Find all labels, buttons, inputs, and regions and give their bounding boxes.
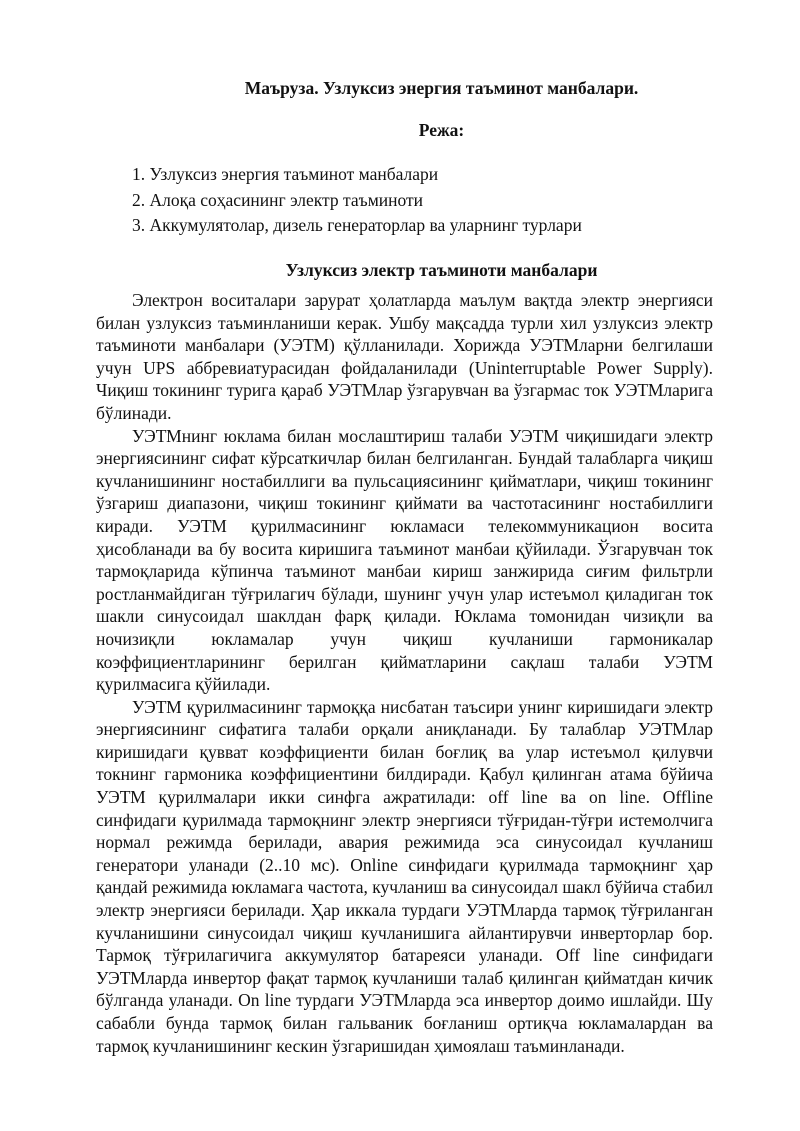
section-heading: Узлуксиз электр таъминоти манбалари — [285, 260, 598, 280]
lecture-title: Маъруза. Узлуксиз энергия таъминот манбалари. — [244, 78, 639, 98]
paragraph-3: УЭТМ қурилмасининг тармоққа нисбатан таъсири унинг киришидаги электр энергиясининг сифатига талаби орқали аниқланади. Бу талаблар УЭТМлар киришидаги қувват коэффициенти билан боғлиқ ва улар истеъмол қилувчи токнинг гармоника коэффициентини билдиради. Қабул қилинган атама бўйича УЭТМ қурилмалари икки синфга ажратилади: off line ва on line. Offline синфидаги қурилмада тармоқнинг электр энергияси тўғридан-тўғри истемолчига нормал режимда берилади, авария режимида эса синусоидал кучланиш генератори уланади (2..10 мс). Online синфидаги қурилмада тармоқнинг ҳар қандай режимида юкламага частота, кучланиш ва синусоидал шакл бўйича стабил электр энергияси берилади. Ҳар иккала турдаги УЭТМларда тармоқ тўғриланган кучланишини синусоидал чиқиш кучланишига айлантирувчи инверторлар бор. Тармоқ тўғрилагичига аккумулятор батареяси уланади. Off line синфидаги УЭТМларда инвертор фақат тармоқ кучланиши талаб қилинган қийматдан кичик бўлганда уланади. On line турдаги УЭТМларда эса инвертор доимо ишлайди. Шу сабабли бунда тармоқ билан гальваник боғланиш ортиқча юкламалардан ва тармоқ кучланишининг кескин ўзгаришидан ҳимоялаш таъминланади. — [96, 696, 713, 1056]
section-body — [96, 289, 713, 1057]
plan-item-1: 1. Узлуксиз энергия таъминот манбалари — [132, 164, 439, 184]
paragraph-1: Электрон воситалари зарурат ҳолатларда маълум вақтда электр энергияси билан узлуксиз таъминланиши керак. Ушбу мақсадда турли хил узлуксиз электр таъминоти манбалари (УЭТМ) қўлланилади. Хорижда УЭТМларни белгилаши учун UPS аббревиатурасидан фойдаланилади (Uninterruptable Power Supply). Чиқиш токининг турига қараб УЭТМлар ўзгарувчан ва ўзгармас ток УЭТМларига бўлинади. — [96, 290, 713, 423]
plan-heading: Режа: — [418, 120, 465, 140]
plan-list — [132, 162, 582, 239]
plan-item-2: 2. Алоқа соҳасининг электр таъминоти — [132, 189, 424, 210]
paragraph-2: УЭТМнинг юклама билан мослаштириш талаби УЭТМ чиқишидаги электр энергиясининг сифат кўрсаткичлар билан белгиланган. Бундай талабларга чиқиш кучланишининг ностабиллиги ва пульсациясининг қийматлари, чиқиш токининг ўзгариш диапазони, чиқиш токининг қиймати ва частотасининг ностабиллиги киради. УЭТМ қурилмасининг юкламаси телекоммуникацион восита ҳисобланади ва бу восита киришига таъминот манбаи қўйилади. Ўзгарувчан ток тармоқларида кўпинча таъминот манбаи кириш занжирида сиғим фильтрли ростланмайдиган тўғрилагич бўлади, шунинг учун улар истеъмол қиладиган ток шакли синусоидал шаклдан фарқ қилади. Юклама томонидан чизиқли ва ночизиқли юкламалар учун чиқиш кучланиши гармоникалар коэффициентларининг берилган қийматларини сақлаш талаби УЭТМ қурилмасига қўйилади. — [96, 425, 713, 695]
plan-item-3: 3. Аккумулятолар, дизель генераторлар ва уларнинг турлари — [132, 215, 582, 235]
